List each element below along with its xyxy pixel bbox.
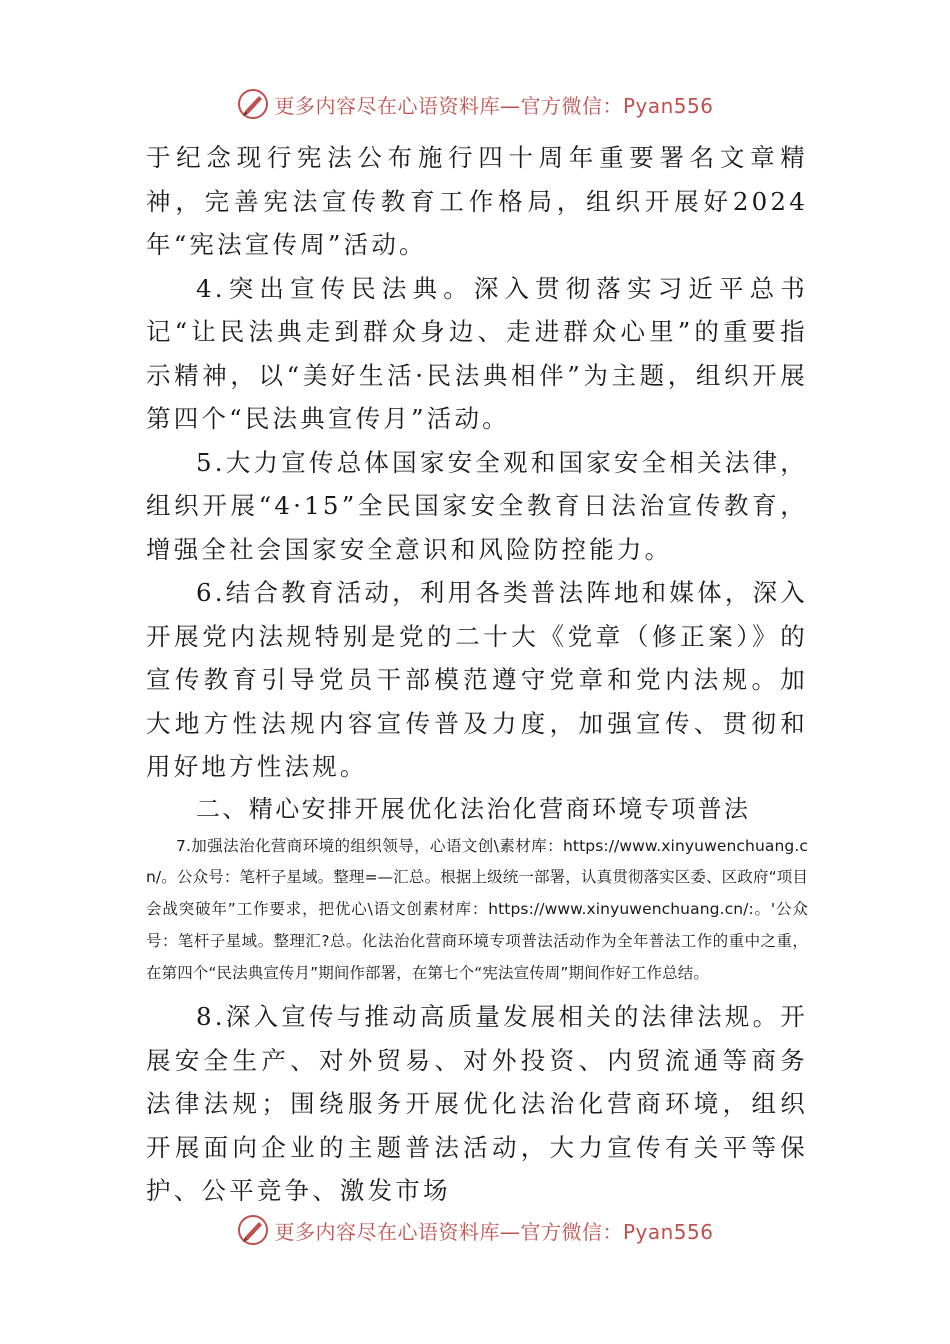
paragraph-business-environment-small: 7.加强法治化营商环境的组织领导，心语文创\素材库：https://www.xinyuwenchuang.cn/。公众号：笔杆子星域。整理=—汇总。根据上级统一部署，认真贯彻落实区委、区政府“项目会战突破年”工作要求，把优心\语文创素材库：https://www.xinyuwenchuang.cn/:。'公众号：笔杆子星域。整理汇?总。化法治化营商环境专项普法活动作为全年普法工作的重中之重，在第四个“民法典宣传月”期间作部署，在第七个“宪法宣传周”期间作好工作总结。 — [146, 836, 808, 982]
pen-logo-icon — [236, 1213, 270, 1247]
paragraph-civil-code: 4.突出宣传民法典。深入贯彻落实习近平总书记“让民法典走到群众身边、走进群众心里”的重要指示精神，以“美好生活·民法典相伴”为主题，组织开展第四个“民法典宣传月”活动。 — [146, 273, 808, 433]
paragraph-constitution-week: 于纪念现行宪法公布施行四十周年重要署名文章精神，完善宪法宣传教育工作格局，组织开展好2024年“宪法宣传周”活动。 — [146, 143, 808, 259]
paragraph-party-regulations: 6.结合教育活动，利用各类普法阵地和媒体，深入开展党内法规特别是党的二十大《党章（修正案）》的宣传教育引导党员干部模范遵守党章和党内法规。加大地方性法规内容宣传普及力度，加强宣传、贯彻和用好地方性法规。 — [146, 578, 808, 781]
footer-watermark-banner — [0, 1210, 950, 1250]
header-watermark-banner — [0, 84, 950, 124]
section-heading: 二、精心安排开展优化法治化营商环境专项普法 — [196, 794, 751, 823]
banner-text: 更多内容尽在心语资料库—官方微信：Pyan556 — [274, 93, 714, 118]
paragraph-national-security: 5.大力宣传总体国家安全观和国家安全相关法律，组织开展“4·15”全民国家安全教育日法治宣传教育，增强全社会国家安全意识和风险防控能力。 — [146, 447, 808, 564]
document-body — [146, 136, 808, 1213]
paragraph-high-quality-development: 8.深入宣传与推动高质量发展相关的法律法规。开展安全生产、对外贸易、对外投资、内贸流通等商务法律法规；围绕服务开展优化法治化营商环境，组织开展面向企业的主题普法活动，大力宣传有关平等保护、公平竞争、激发市场 — [146, 1002, 808, 1206]
pen-logo-icon — [236, 87, 270, 121]
banner-text: 更多内容尽在心语资料库—官方微信：Pyan556 — [274, 1219, 714, 1244]
